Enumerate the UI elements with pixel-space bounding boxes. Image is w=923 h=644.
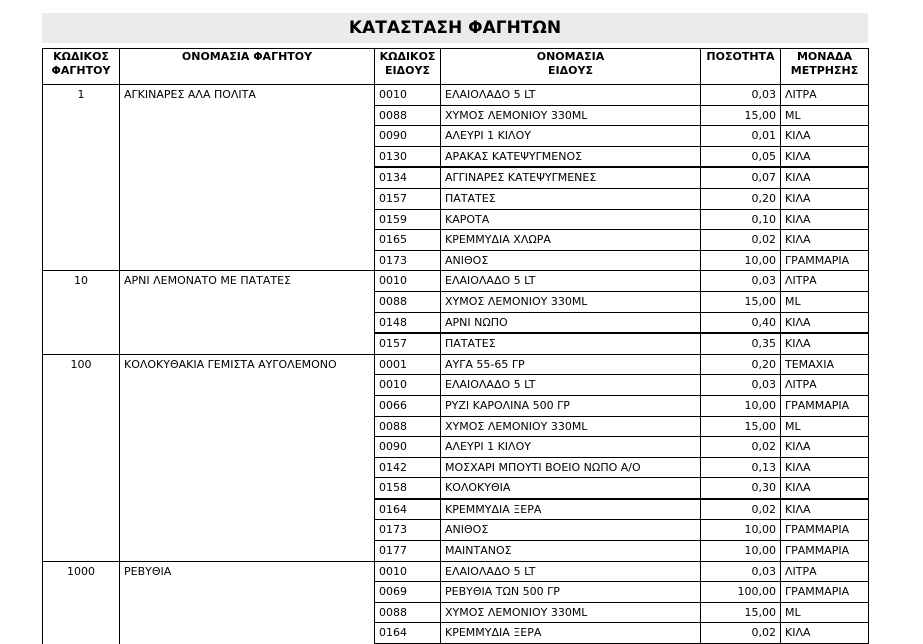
food-name-cell: ΑΓΚΙΝΑΡΕΣ ΑΛΑ ΠΟΛΙΤΑ <box>120 85 375 106</box>
quantity-cell: 0,40 <box>701 312 781 333</box>
food-name-cell <box>120 167 375 188</box>
table-row <box>43 499 869 520</box>
quantity-cell: 0,05 <box>701 146 781 167</box>
table-body <box>43 85 869 644</box>
table-row <box>43 230 869 251</box>
table-row <box>43 126 869 147</box>
food-name-cell <box>120 437 375 458</box>
quantity-cell: 0,20 <box>701 188 781 209</box>
unit-cell: ΚΙΛΑ <box>781 146 869 167</box>
item-name-cell: ΧΥΜΟΣ ΛΕΜΟΝΙΟΥ 330ML <box>441 291 701 312</box>
item-code-cell: 0173 <box>375 250 441 271</box>
quantity-cell: 15,00 <box>701 105 781 126</box>
unit-cell: ΚΙΛΑ <box>781 167 869 188</box>
item-code-cell: 0164 <box>375 499 441 520</box>
food-name-cell <box>120 312 375 333</box>
food-code-cell <box>43 520 120 541</box>
food-name-cell <box>120 230 375 251</box>
quantity-cell: 0,02 <box>701 623 781 644</box>
food-code-cell <box>43 146 120 167</box>
item-code-cell: 0177 <box>375 541 441 562</box>
item-name-cell: ΧΥΜΟΣ ΛΕΜΟΝΙΟΥ 330ML <box>441 602 701 623</box>
item-code-cell: 0001 <box>375 354 441 375</box>
food-code-cell <box>43 312 120 333</box>
item-code-cell: 0157 <box>375 188 441 209</box>
quantity-cell: 15,00 <box>701 291 781 312</box>
item-name-cell: ΑΛΕΥΡΙ 1 ΚΙΛΟΥ <box>441 437 701 458</box>
food-code-cell: 100 <box>43 354 120 375</box>
item-name-cell: ΕΛΑΙΟΛΑΔΟ 5 LT <box>441 561 701 582</box>
item-name-cell: ΚΑΡΟΤΑ <box>441 209 701 230</box>
quantity-cell: 0,02 <box>701 230 781 251</box>
unit-cell: ΛΙΤΡΑ <box>781 271 869 292</box>
item-name-cell: ΧΥΜΟΣ ΛΕΜΟΝΙΟΥ 330ML <box>441 416 701 437</box>
header-quantity-line-1: ΠΟΣΟΤΗΤΑ <box>706 50 775 63</box>
unit-cell: ΚΙΛΑ <box>781 126 869 147</box>
unit-cell: ML <box>781 602 869 623</box>
item-name-cell: ΕΛΑΙΟΛΑΔΟ 5 LT <box>441 375 701 396</box>
quantity-cell: 0,13 <box>701 457 781 478</box>
quantity-cell: 0,35 <box>701 333 781 354</box>
food-code-cell <box>43 602 120 623</box>
food-name-cell <box>120 291 375 312</box>
food-code-cell <box>43 167 120 188</box>
table-row <box>43 602 869 623</box>
table-row <box>43 146 869 167</box>
item-name-cell: ΑΛΕΥΡΙ 1 ΚΙΛΟΥ <box>441 126 701 147</box>
unit-cell: ML <box>781 291 869 312</box>
unit-cell: ΚΙΛΑ <box>781 623 869 644</box>
table-row <box>43 105 869 126</box>
table-row <box>43 478 869 499</box>
unit-cell: ΚΙΛΑ <box>781 312 869 333</box>
food-name-cell <box>120 105 375 126</box>
item-name-cell: ΚΡΕΜΜΥΔΙΑ ΞΕΡΑ <box>441 499 701 520</box>
food-code-cell <box>43 188 120 209</box>
header-unit-line-2: ΜΕΤΡΗΣΗΣ <box>790 64 859 77</box>
unit-cell: ΓΡΑΜΜΑΡΙΑ <box>781 250 869 271</box>
header-unit <box>781 49 869 85</box>
food-name-cell: ΚΟΛΟΚΥΘΑΚΙΑ ΓΕΜΙΣΤΑ ΑΥΓΟΛΕΜΟΝΟ <box>120 354 375 375</box>
item-code-cell: 0142 <box>375 457 441 478</box>
unit-cell: ΚΙΛΑ <box>781 499 869 520</box>
header-food-name-line-1: ΟΝΟΜΑΣΙΑ ΦΑΓΗΤΟΥ <box>181 50 313 63</box>
food-code-cell <box>43 126 120 147</box>
header-food-code <box>43 49 120 85</box>
header-food-code-line-1: ΚΩΔΙΚΟΣ <box>53 50 109 63</box>
food-name-cell: ΡΕΒΥΘΙΑ <box>120 561 375 582</box>
header-quantity <box>701 49 781 85</box>
item-name-cell: ΠΑΤΑΤΕΣ <box>441 188 701 209</box>
quantity-cell: 0,07 <box>701 167 781 188</box>
food-code-cell: 1 <box>43 85 120 106</box>
header-item-code-line-1: ΚΩΔΙΚΟΣ <box>379 50 436 63</box>
food-name-cell <box>120 146 375 167</box>
header-row <box>43 49 869 85</box>
table-row <box>43 209 869 230</box>
item-code-cell: 0088 <box>375 602 441 623</box>
item-name-cell: ΡΥΖΙ ΚΑΡΟΛΙΝΑ 500 ΓΡ <box>441 395 701 416</box>
quantity-cell: 0,03 <box>701 85 781 106</box>
item-code-cell: 0088 <box>375 291 441 312</box>
unit-cell: ΛΙΤΡΑ <box>781 561 869 582</box>
table-row <box>43 167 869 188</box>
table-row <box>43 354 869 375</box>
report-title: ΚΑΤΑΣΤΑΣΗ ΦΑΓΗΤΩΝ <box>42 13 868 43</box>
food-name-cell <box>120 209 375 230</box>
unit-cell: ΓΡΑΜΜΑΡΙΑ <box>781 541 869 562</box>
quantity-cell: 100,00 <box>701 582 781 603</box>
quantity-cell: 0,30 <box>701 478 781 499</box>
quantity-cell: 0,03 <box>701 561 781 582</box>
item-code-cell: 0158 <box>375 478 441 499</box>
item-code-cell: 0090 <box>375 126 441 147</box>
unit-cell: ΓΡΑΜΜΑΡΙΑ <box>781 395 869 416</box>
unit-cell: ΤΕΜΑΧΙΑ <box>781 354 869 375</box>
quantity-cell: 10,00 <box>701 250 781 271</box>
item-code-cell: 0088 <box>375 105 441 126</box>
header-item-code <box>375 49 441 85</box>
unit-cell: ΚΙΛΑ <box>781 457 869 478</box>
item-code-cell: 0090 <box>375 437 441 458</box>
food-code-cell <box>43 499 120 520</box>
table-row <box>43 85 869 106</box>
quantity-cell: 15,00 <box>701 416 781 437</box>
food-name-cell <box>120 582 375 603</box>
unit-cell: ΚΙΛΑ <box>781 333 869 354</box>
quantity-cell: 0,01 <box>701 126 781 147</box>
item-code-cell: 0010 <box>375 271 441 292</box>
item-code-cell: 0010 <box>375 85 441 106</box>
quantity-cell: 0,02 <box>701 437 781 458</box>
food-code-cell <box>43 457 120 478</box>
table-row <box>43 375 869 396</box>
quantity-cell: 10,00 <box>701 395 781 416</box>
quantity-cell: 0,03 <box>701 271 781 292</box>
item-name-cell: ΑΡΝΙ ΝΩΠΟ <box>441 312 701 333</box>
item-name-cell: ΑΡΑΚΑΣ ΚΑΤΕΨΥΓΜΕΝΟΣ <box>441 146 701 167</box>
food-name-cell <box>120 623 375 644</box>
unit-cell: ΛΙΤΡΑ <box>781 85 869 106</box>
table-row <box>43 541 869 562</box>
header-item-name-line-2: ΕΙΔΟΥΣ <box>548 64 593 77</box>
food-code-cell: 1000 <box>43 561 120 582</box>
food-table <box>42 48 869 644</box>
food-code-cell <box>43 291 120 312</box>
item-code-cell: 0157 <box>375 333 441 354</box>
unit-cell: ΓΡΑΜΜΑΡΙΑ <box>781 582 869 603</box>
food-name-cell <box>120 126 375 147</box>
item-code-cell: 0173 <box>375 520 441 541</box>
table-row <box>43 561 869 582</box>
item-code-cell: 0134 <box>375 167 441 188</box>
table-row <box>43 582 869 603</box>
item-code-cell: 0159 <box>375 209 441 230</box>
item-name-cell: ΠΑΤΑΤΕΣ <box>441 333 701 354</box>
item-code-cell: 0165 <box>375 230 441 251</box>
food-code-cell <box>43 582 120 603</box>
unit-cell: ML <box>781 105 869 126</box>
quantity-cell: 0,20 <box>701 354 781 375</box>
unit-cell: ΚΙΛΑ <box>781 230 869 251</box>
item-name-cell: ΧΥΜΟΣ ΛΕΜΟΝΙΟΥ 330ML <box>441 105 701 126</box>
food-name-cell <box>120 416 375 437</box>
food-code-cell <box>43 105 120 126</box>
quantity-cell: 0,03 <box>701 375 781 396</box>
food-code-cell <box>43 478 120 499</box>
item-code-cell: 0164 <box>375 623 441 644</box>
food-name-cell <box>120 333 375 354</box>
item-name-cell: ΑΝΙΘΟΣ <box>441 250 701 271</box>
item-code-cell: 0130 <box>375 146 441 167</box>
item-code-cell: 0010 <box>375 561 441 582</box>
item-name-cell: ΜΟΣΧΑΡΙ ΜΠΟΥΤΙ ΒΟΕΙΟ ΝΩΠΟ Α/Ο <box>441 457 701 478</box>
table-row <box>43 291 869 312</box>
food-code-cell <box>43 416 120 437</box>
unit-cell: ΓΡΑΜΜΑΡΙΑ <box>781 520 869 541</box>
table-row <box>43 437 869 458</box>
food-code-cell <box>43 375 120 396</box>
food-code-cell <box>43 541 120 562</box>
food-name-cell: ΑΡΝΙ ΛΕΜΟΝΑΤΟ ΜΕ ΠΑΤΑΤΕΣ <box>120 271 375 292</box>
table-row <box>43 395 869 416</box>
header-item-name-line-1: ΟΝΟΜΑΣΙΑ <box>536 50 605 63</box>
food-name-cell <box>120 541 375 562</box>
item-name-cell: ΜΑΙΝΤΑΝΟΣ <box>441 541 701 562</box>
header-food-code-line-2: ΦΑΓΗΤΟΥ <box>51 64 111 77</box>
food-code-cell <box>43 623 120 644</box>
table-row <box>43 188 869 209</box>
food-code-cell: 10 <box>43 271 120 292</box>
unit-cell: ΚΙΛΑ <box>781 478 869 499</box>
food-code-cell <box>43 333 120 354</box>
quantity-cell: 15,00 <box>701 602 781 623</box>
food-name-cell <box>120 457 375 478</box>
item-code-cell: 0010 <box>375 375 441 396</box>
quantity-cell: 10,00 <box>701 541 781 562</box>
header-item-code-line-2: ΕΙΔΟΥΣ <box>385 64 430 77</box>
food-name-cell <box>120 250 375 271</box>
food-name-cell <box>120 499 375 520</box>
food-name-cell <box>120 520 375 541</box>
header-item-name <box>441 49 701 85</box>
item-name-cell: ΑΝΙΘΟΣ <box>441 520 701 541</box>
item-name-cell: ΚΡΕΜΜΥΔΙΑ ΧΛΩΡΑ <box>441 230 701 251</box>
table-row <box>43 312 869 333</box>
item-code-cell: 0088 <box>375 416 441 437</box>
quantity-cell: 0,02 <box>701 499 781 520</box>
food-name-cell <box>120 188 375 209</box>
food-code-cell <box>43 437 120 458</box>
unit-cell: ML <box>781 416 869 437</box>
quantity-cell: 0,10 <box>701 209 781 230</box>
quantity-cell: 10,00 <box>701 520 781 541</box>
food-name-cell <box>120 395 375 416</box>
unit-cell: ΚΙΛΑ <box>781 209 869 230</box>
unit-cell: ΛΙΤΡΑ <box>781 375 869 396</box>
unit-cell: ΚΙΛΑ <box>781 437 869 458</box>
item-name-cell: ΡΕΒΥΘΙΑ ΤΩΝ 500 ΓΡ <box>441 582 701 603</box>
food-code-cell <box>43 250 120 271</box>
food-code-cell <box>43 395 120 416</box>
food-code-cell <box>43 230 120 251</box>
table-row <box>43 623 869 644</box>
table-row <box>43 457 869 478</box>
item-name-cell: ΚΡΕΜΜΥΔΙΑ ΞΕΡΑ <box>441 623 701 644</box>
table-row <box>43 416 869 437</box>
item-name-cell: ΕΛΑΙΟΛΑΔΟ 5 LT <box>441 85 701 106</box>
header-food-name <box>120 49 375 85</box>
item-code-cell: 0148 <box>375 312 441 333</box>
item-name-cell: ΑΥΓΑ 55-65 ΓΡ <box>441 354 701 375</box>
item-name-cell: ΑΓΓΙΝΑΡΕΣ ΚΑΤΕΨΥΓΜΕΝΕΣ <box>441 167 701 188</box>
table-row <box>43 271 869 292</box>
item-code-cell: 0066 <box>375 395 441 416</box>
table-row <box>43 520 869 541</box>
item-code-cell: 0069 <box>375 582 441 603</box>
header-unit-line-1: ΜΟΝΑΔΑ <box>796 50 853 63</box>
food-name-cell <box>120 375 375 396</box>
table-row <box>43 250 869 271</box>
food-code-cell <box>43 209 120 230</box>
table-row <box>43 333 869 354</box>
food-name-cell <box>120 478 375 499</box>
item-name-cell: ΕΛΑΙΟΛΑΔΟ 5 LT <box>441 271 701 292</box>
unit-cell: ΚΙΛΑ <box>781 188 869 209</box>
food-name-cell <box>120 602 375 623</box>
item-name-cell: ΚΟΛΟΚΥΘΙΑ <box>441 478 701 499</box>
